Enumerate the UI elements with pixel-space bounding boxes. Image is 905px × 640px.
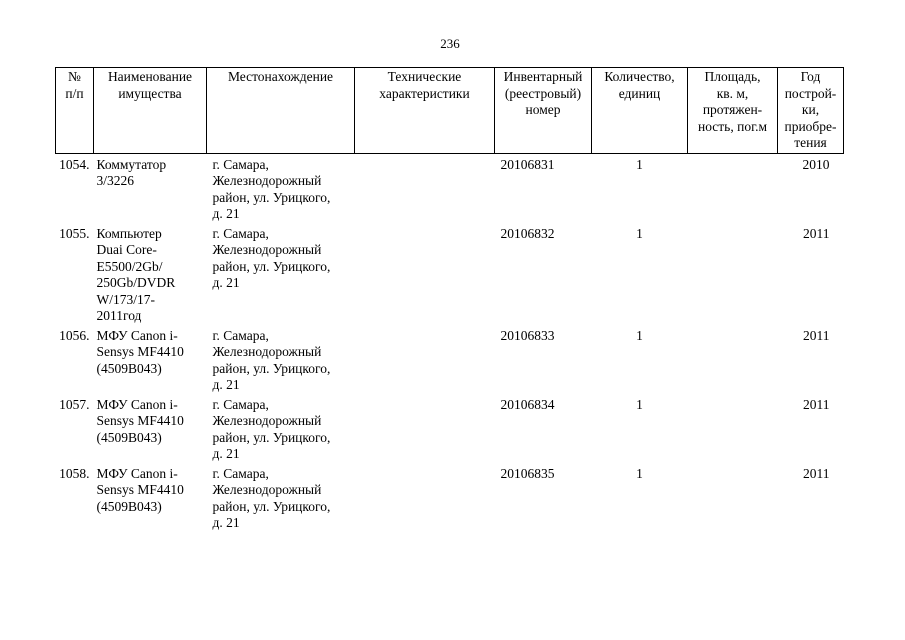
row-quantity: 1 bbox=[636, 327, 643, 343]
table-row bbox=[56, 328, 844, 397]
row-quantity: 1 bbox=[636, 396, 643, 412]
row-year: 2011 bbox=[803, 396, 830, 412]
row-year: 2011 bbox=[803, 465, 830, 481]
row-tech bbox=[355, 226, 495, 328]
row-tech bbox=[355, 397, 495, 466]
table-row bbox=[56, 153, 844, 226]
row-location: г. Самара, Железнодорожный район, ул. Урицкого, д. 21 bbox=[212, 225, 331, 290]
row-area bbox=[688, 226, 778, 328]
row-location: г. Самара, Железнодорожный район, ул. Урицкого, д. 21 bbox=[212, 465, 331, 530]
row-inventory: 20106831 bbox=[500, 156, 555, 172]
table-row bbox=[56, 226, 844, 328]
row-name: Компьютер Duai Core- E5500/2Gb/ 250Gb/DVDR W/173/17- 2011год bbox=[96, 225, 176, 323]
table-header-row bbox=[56, 68, 844, 154]
row-area bbox=[688, 328, 778, 397]
row-inventory: 20106834 bbox=[500, 396, 555, 412]
row-location: г. Самара, Железнодорожный район, ул. Урицкого, д. 21 bbox=[212, 396, 331, 461]
row-inventory: 20106832 bbox=[500, 225, 555, 241]
row-location: г. Самара, Железнодорожный район, ул. Урицкого, д. 21 bbox=[212, 156, 331, 221]
header-area: Площадь, кв. м, протяжен- ность, пог.м bbox=[688, 68, 778, 154]
header-inventory: Инвентарный (реестровый) номер bbox=[495, 68, 592, 154]
page-number: 236 bbox=[440, 36, 460, 51]
row-year: 2010 bbox=[802, 156, 830, 172]
row-name: МФУ Canon i- Sensys MF4410 (4509B043) bbox=[96, 327, 184, 376]
row-num: 1054. bbox=[59, 156, 90, 172]
header-year: Год построй- ки, приобре- тения bbox=[778, 68, 844, 154]
row-quantity: 1 bbox=[636, 156, 643, 172]
row-tech bbox=[355, 466, 495, 535]
property-table bbox=[55, 67, 844, 535]
row-area bbox=[688, 397, 778, 466]
row-quantity: 1 bbox=[636, 225, 643, 241]
header-location: Местонахождение bbox=[207, 68, 355, 154]
row-name: МФУ Canon i- Sensys MF4410 (4509B043) bbox=[96, 396, 184, 445]
row-area bbox=[688, 466, 778, 535]
row-name: МФУ Canon i- Sensys MF4410 (4509B043) bbox=[96, 465, 184, 514]
row-quantity: 1 bbox=[636, 465, 643, 481]
row-name: Коммутатор 3/3226 bbox=[96, 156, 167, 188]
row-location: г. Самара, Железнодорожный район, ул. Урицкого, д. 21 bbox=[212, 327, 331, 392]
row-inventory: 20106833 bbox=[500, 327, 555, 343]
row-num: 1056. bbox=[59, 327, 90, 343]
header-name: Наименование имущества bbox=[94, 68, 207, 154]
header-quantity: Количество, единиц bbox=[592, 68, 688, 154]
header-num: № п/п bbox=[56, 68, 94, 154]
row-num: 1057. bbox=[59, 396, 90, 412]
row-year: 2011 bbox=[803, 327, 830, 343]
row-year: 2011 bbox=[803, 225, 830, 241]
row-tech bbox=[355, 328, 495, 397]
row-tech bbox=[355, 153, 495, 226]
row-num: 1055. bbox=[59, 225, 90, 241]
table-row bbox=[56, 466, 844, 535]
table-row bbox=[56, 397, 844, 466]
row-num: 1058. bbox=[59, 465, 90, 481]
header-tech: Технические характеристики bbox=[355, 68, 495, 154]
row-inventory: 20106835 bbox=[500, 465, 555, 481]
row-area bbox=[688, 153, 778, 226]
